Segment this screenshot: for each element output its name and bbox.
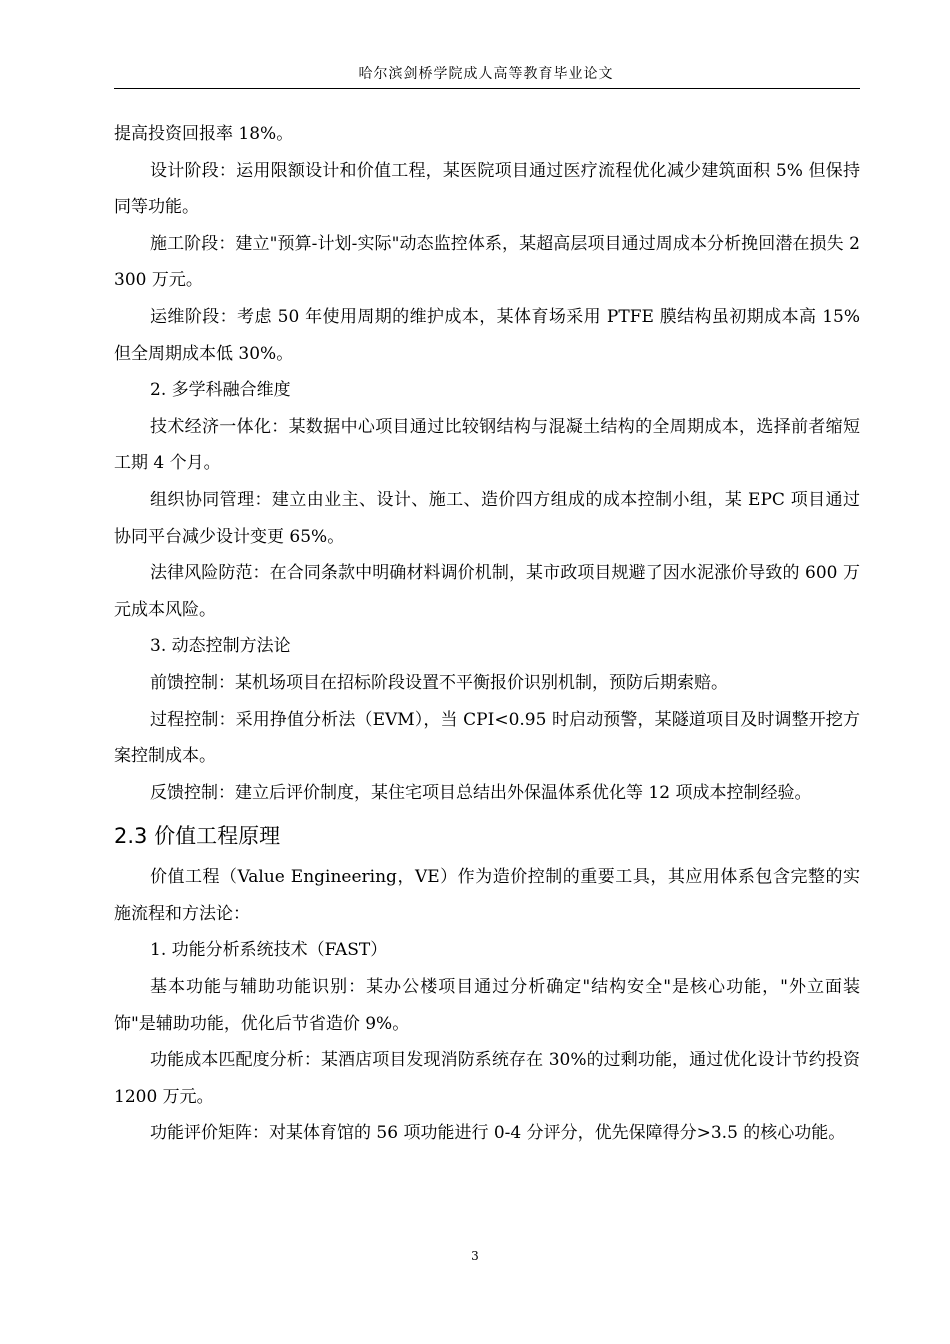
subheading-multidiscipline: 2. 多学科融合维度	[150, 380, 291, 401]
paragraph-legal-risk: 法律风险防范：在合同条款中明确材料调价机制，某市政项目规避了因水泥涨价导致的 600 万元成本风险。	[114, 563, 860, 620]
paragraph-feedback-control: 反馈控制：建立后评价制度，某住宅项目总结出外保温体系优化等 12 项成本控制经验。	[150, 782, 812, 803]
section-heading: 2.3 价值工程原理	[114, 824, 281, 849]
subheading-fast: 1. 功能分析系统技术（FAST）	[150, 940, 388, 961]
paragraph-process-control: 过程控制：采用挣值分析法（EVM），当 CPI<0.95 时启动预警，某隧道项目及时调整开挖方案控制成本。	[114, 709, 860, 767]
header-divider	[114, 88, 860, 89]
paragraph-ve-intro: 价值工程（Value Engineering，VE）作为造价控制的重要工具，其应用体系包含完整的实施流程和方法论：	[114, 867, 860, 924]
paragraph-function-identification: 基本功能与辅助功能识别：某办公楼项目通过分析确定"结构安全"是核心功能，"外立面装饰"是辅助功能，优化后节省造价 9%。	[114, 977, 860, 1034]
paragraph-feedforward: 前馈控制：某机场项目在招标阶段设置不平衡报价识别机制，预防后期索赔。	[150, 672, 728, 693]
paragraph-design-stage: 设计阶段：运用限额设计和价值工程，某医院项目通过医疗流程优化减少建筑面积 5% 但保持同等功能。	[114, 160, 860, 218]
paragraph-continuation: 提高投资回报率 18%。	[114, 124, 294, 144]
paragraph-function-cost-match: 功能成本匹配度分析：某酒店项目发现消防系统存在 30%的过剩功能，通过优化设计节约投资 1200 万元。	[114, 1050, 860, 1107]
subheading-dynamic-control: 3. 动态控制方法论	[150, 636, 291, 657]
page-number: 3	[471, 1249, 479, 1263]
page-header-title: 哈尔滨剑桥学院成人高等教育毕业论文	[358, 66, 614, 82]
paragraph-construction-stage: 施工阶段：建立"预算-计划-实际"动态监控体系，某超高层项目通过周成本分析挽回潜在损失 2300 万元。	[114, 233, 860, 291]
paragraph-org-coordination: 组织协同管理：建立由业主、设计、施工、造价四方组成的成本控制小组，某 EPC 项目通过协同平台减少设计变更 65%。	[114, 489, 860, 547]
paragraph-function-matrix: 功能评价矩阵：对某体育馆的 56 项功能进行 0-4 分评分，优先保障得分>3.5 的核心功能。	[150, 1123, 846, 1144]
paragraph-operation-stage: 运维阶段：考虑 50 年使用周期的维护成本，某体育场采用 PTFE 膜结构虽初期成本高 15%但全周期成本低 30%。	[114, 306, 860, 364]
paragraph-tech-economy: 技术经济一体化：某数据中心项目通过比较钢结构与混凝土结构的全周期成本，选择前者缩短工期 4 个月。	[114, 416, 860, 474]
body-text	[114, 116, 860, 1152]
